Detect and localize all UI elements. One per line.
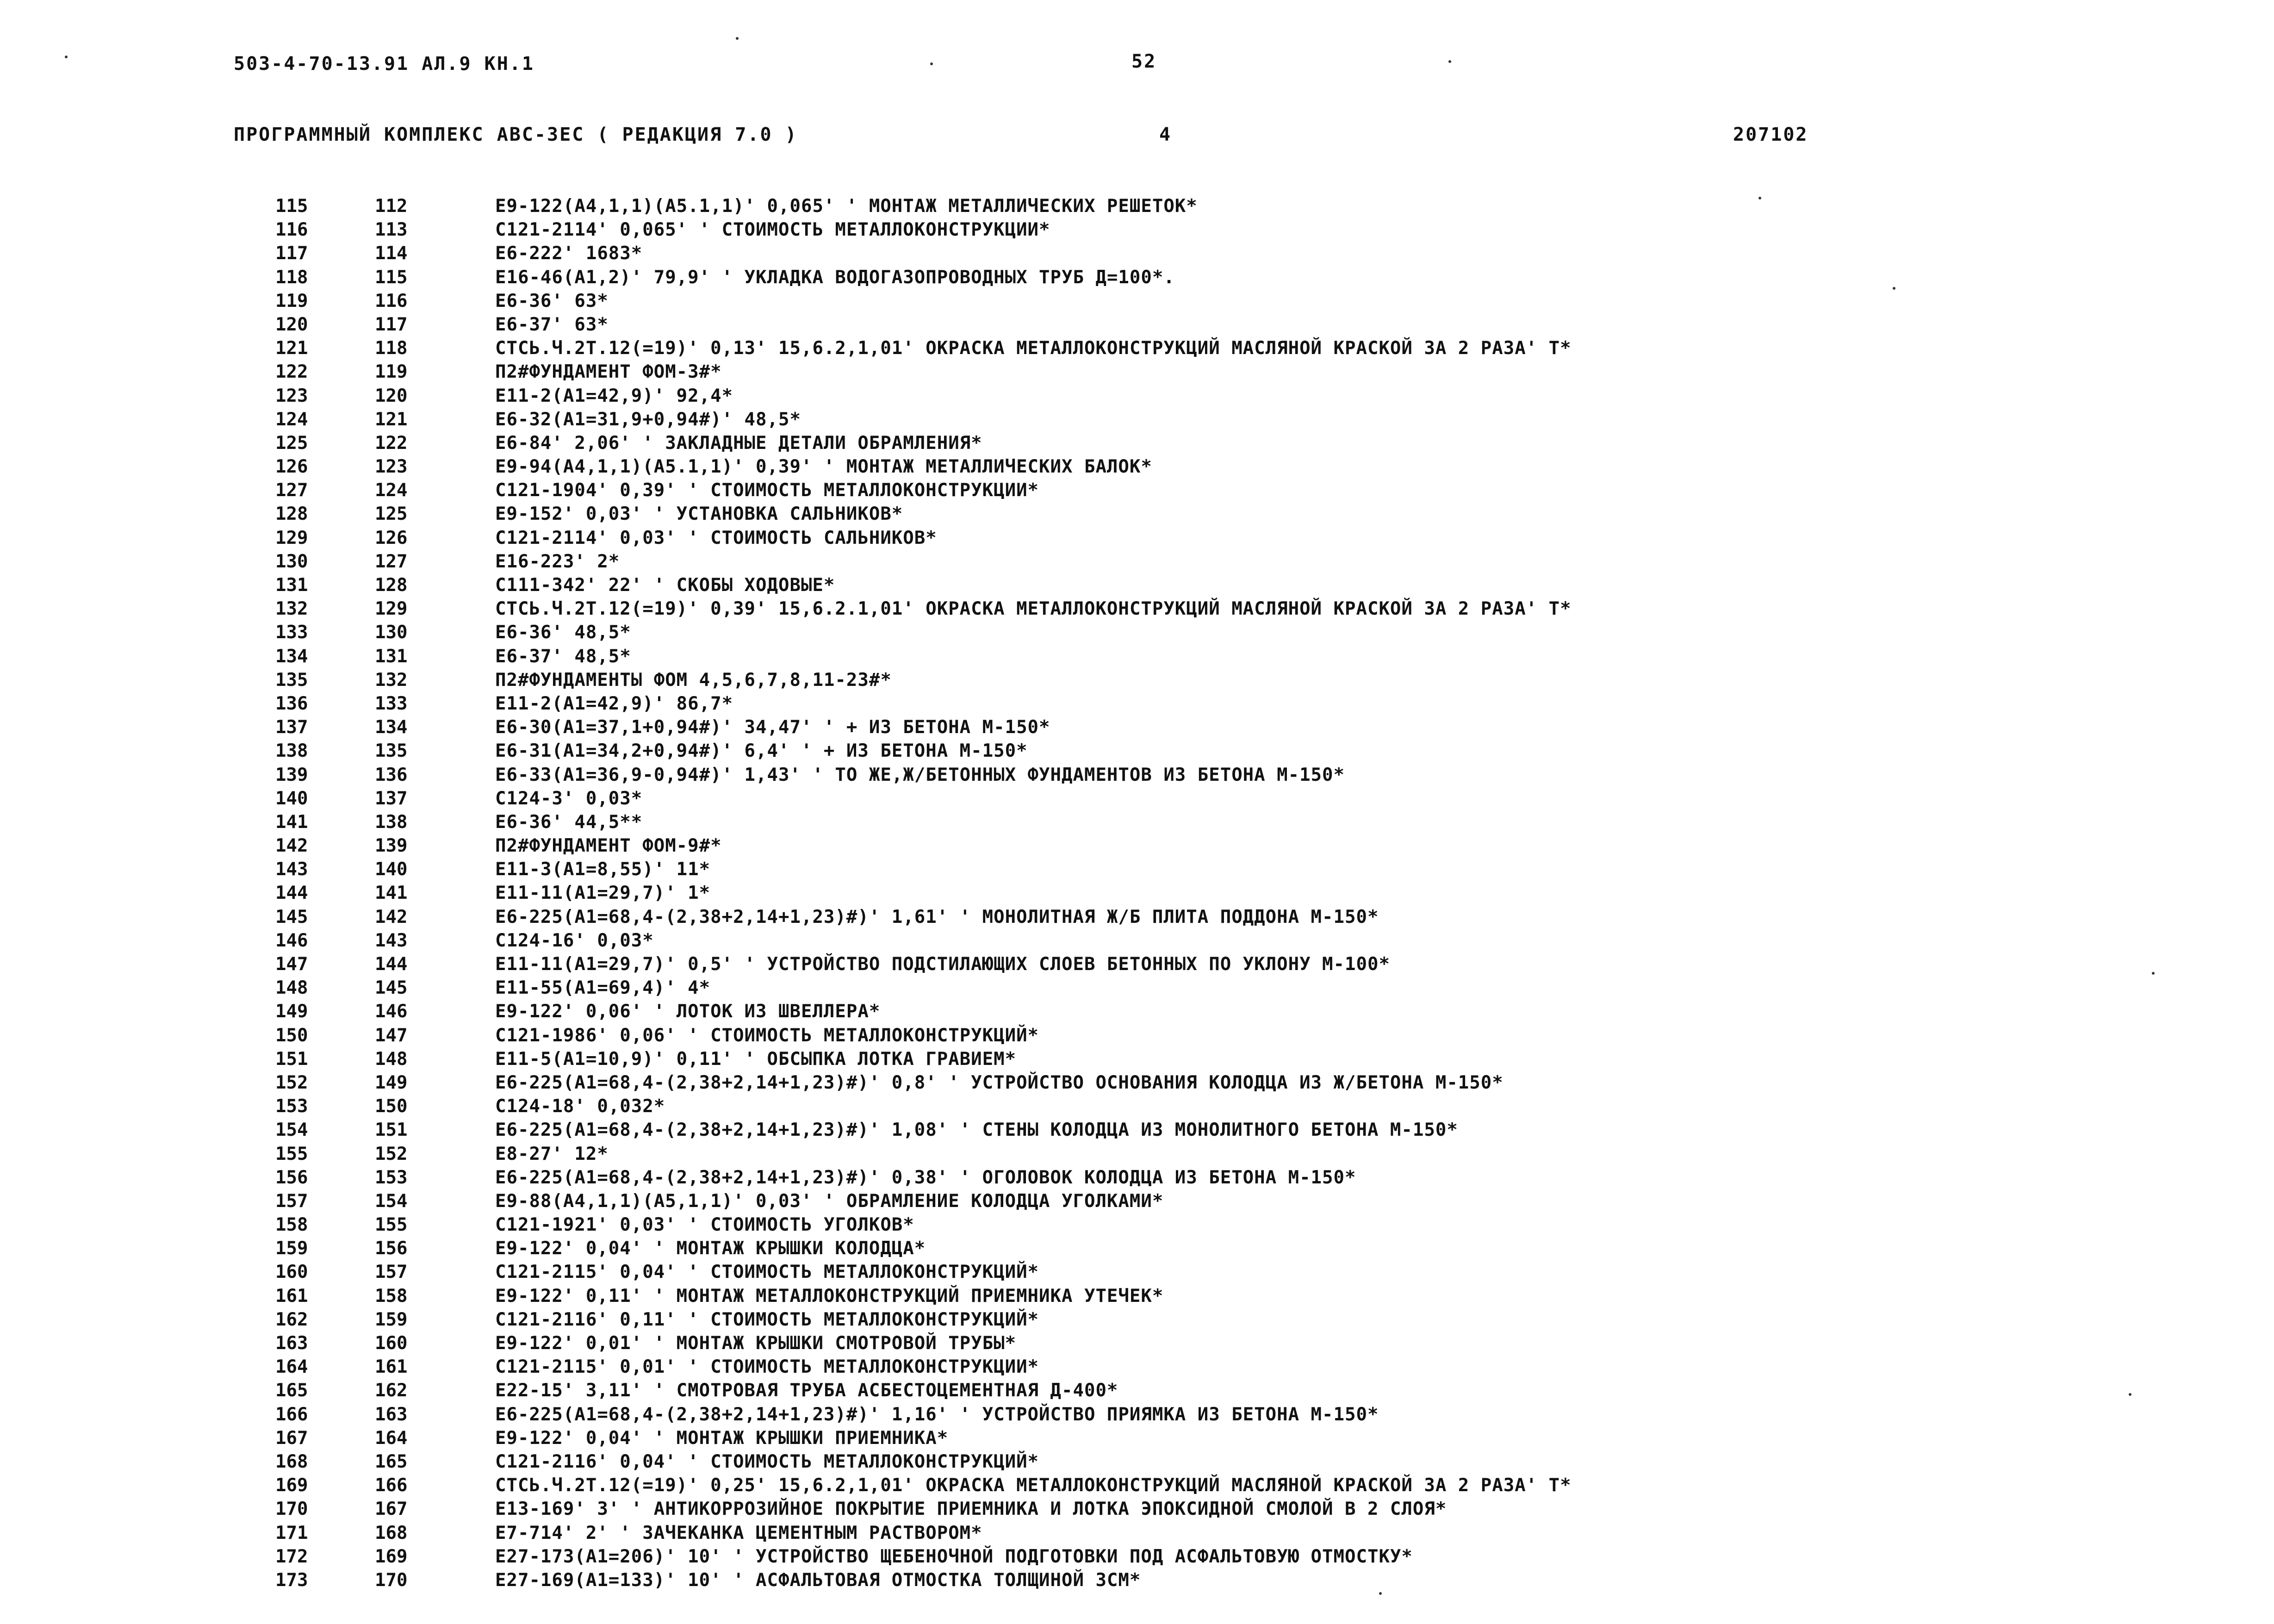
sequence-number: 131	[375, 646, 408, 667]
estimate-line-text: Е9-88(А4,1,1)(А5,1,1)' 0,03' ' ОБРАМЛЕНИЕ КОЛОДЦА УГОЛКАМИ*	[495, 1190, 1164, 1212]
listing-row	[0, 526, 2274, 550]
line-number: 151	[275, 1048, 308, 1070]
estimate-line-text: Е11-2(А1=42,9)' 86,7*	[495, 693, 733, 714]
estimate-line-text: П2#ФУНДАМЕНТ ФОМ-9#*	[495, 835, 722, 857]
sequence-number: 159	[375, 1309, 408, 1330]
scan-speck	[2129, 1393, 2131, 1396]
scan-speck	[930, 62, 933, 65]
listing-row	[0, 1000, 2274, 1023]
estimate-line-text: С121-1921' 0,03' ' СТОИМОСТЬ УГОЛКОВ*	[495, 1214, 914, 1236]
line-number: 154	[275, 1120, 308, 1141]
line-number: 134	[275, 646, 308, 667]
listing-row	[0, 1332, 2274, 1355]
sequence-number: 148	[375, 1048, 408, 1070]
estimate-line-text: Е11-11(А1=29,7)' 0,5' ' УСТРОЙСТВО ПОДСТИЛАЮЩИХ СЛОЕВ БЕТОННЫХ ПО УКЛОНУ М-100*	[495, 954, 1390, 975]
line-number: 126	[275, 456, 308, 478]
sequence-number: 161	[375, 1356, 408, 1378]
listing-row	[0, 1355, 2274, 1379]
listing-row	[0, 1308, 2274, 1332]
line-number: 131	[275, 575, 308, 596]
sequence-number: 130	[375, 622, 408, 643]
sequence-number: 145	[375, 977, 408, 999]
program-title: ПРОГРАММНЫЙ КОМПЛЕКС АВС-3ЕС ( РЕДАКЦИЯ 7.0 )	[234, 124, 798, 145]
line-number: 170	[275, 1499, 308, 1520]
sequence-number: 128	[375, 575, 408, 596]
estimate-line-text: Е6-225(А1=68,4-(2,38+2,14+1,23)#)' 0,8' ' УСТРОЙСТВО ОСНОВАНИЯ КОЛОДЦА ИЗ Ж/БЕТОНА М-150*	[495, 1072, 1504, 1093]
sequence-number: 165	[375, 1451, 408, 1472]
estimate-line-text: Е6-37' 63*	[495, 314, 609, 335]
estimate-line-text: С124-3' 0,03*	[495, 788, 643, 809]
estimate-line-text: Е27-169(А1=133)' 10' ' АСФАЛЬТОВАЯ ОТМОСТКА ТОЛЩИНОЙ 3СМ*	[495, 1569, 1141, 1591]
line-number: 148	[275, 977, 308, 999]
estimate-line-text: Е11-3(А1=8,55)' 11*	[495, 859, 711, 880]
line-number: 119	[275, 290, 308, 311]
sequence-number: 158	[375, 1285, 408, 1307]
listing-row	[0, 431, 2274, 455]
line-number: 128	[275, 504, 308, 525]
line-number: 153	[275, 1096, 308, 1117]
estimate-line-text: Е6-84' 2,06' ' ЗАКЛАДНЫЕ ДЕТАЛИ ОБРАМЛЕНИЯ*	[495, 432, 982, 454]
listing-row	[0, 810, 2274, 834]
estimate-line-text: С111-342' 22' ' СКОБЫ ХОДОВЫЕ*	[495, 575, 835, 596]
estimate-line-text: Е6-225(А1=68,4-(2,38+2,14+1,23)#)' 0,38' ' ОГОЛОВОК КОЛОДЦА ИЗ БЕТОНА М-150*	[495, 1167, 1356, 1188]
listing-row	[0, 645, 2274, 668]
sequence-number: 113	[375, 219, 408, 241]
listing-row	[0, 336, 2274, 360]
line-number: 133	[275, 622, 308, 643]
estimate-line-text: Е9-122' 0,01' ' МОНТАЖ КРЫШКИ СМОТРОВОЙ ТРУБЫ*	[495, 1333, 1017, 1354]
estimate-line-text: С124-18' 0,032*	[495, 1096, 665, 1117]
sequence-number: 127	[375, 551, 408, 572]
sequence-number: 164	[375, 1427, 408, 1449]
line-number: 161	[275, 1285, 308, 1307]
estimate-line-text: Е27-173(А1=206)' 10' ' УСТРОЙСТВО ЩЕБЕНОЧНОЙ ПОДГОТОВКИ ПОД АСФАЛЬТОВУЮ ОТМОСТКУ*	[495, 1546, 1413, 1567]
line-number: 135	[275, 669, 308, 691]
line-number: 116	[275, 219, 308, 241]
sequence-number: 170	[375, 1569, 408, 1591]
line-number: 157	[275, 1190, 308, 1212]
listing-row	[0, 502, 2274, 526]
listing-row	[0, 1545, 2274, 1568]
estimate-line-text: Е6-222' 1683*	[495, 243, 643, 264]
line-number: 129	[275, 527, 308, 548]
scan-speck	[2152, 972, 2155, 975]
listing-row	[0, 266, 2274, 289]
sequence-number: 134	[375, 717, 408, 738]
sequence-number: 163	[375, 1404, 408, 1425]
listing-row	[0, 692, 2274, 716]
sequence-number: 152	[375, 1143, 408, 1164]
listing-row	[0, 739, 2274, 763]
scan-speck	[1448, 60, 1451, 63]
sequence-number: 116	[375, 290, 408, 311]
line-number: 141	[275, 811, 308, 833]
line-number: 138	[275, 740, 308, 762]
estimate-line-text: Е9-122' 0,06' ' ЛОТОК ИЗ ШВЕЛЛЕРА*	[495, 1001, 881, 1022]
estimate-line-text: Е6-32(А1=31,9+0,94#)' 48,5*	[495, 409, 801, 430]
sequence-number: 144	[375, 954, 408, 975]
estimate-line-text: Е6-30(А1=37,1+0,94#)' 34,47' ' + ИЗ БЕТОНА М-150*	[495, 717, 1050, 738]
sequence-number: 142	[375, 906, 408, 927]
estimate-line-text: П2#ФУНДАМЕНТЫ ФОМ 4,5,6,7,8,11-23#*	[495, 669, 892, 691]
sequence-number: 147	[375, 1025, 408, 1046]
sequence-number: 138	[375, 811, 408, 833]
sequence-number: 153	[375, 1167, 408, 1188]
estimate-line-text: С121-1986' 0,06' ' СТОИМОСТЬ МЕТАЛЛОКОНСТРУКЦИЙ*	[495, 1025, 1039, 1046]
line-number: 146	[275, 930, 308, 951]
estimate-line-text: Е22-15' 3,11' ' СМОТРОВАЯ ТРУБА АСБЕСТОЦЕМЕНТНАЯ Д-400*	[495, 1380, 1118, 1401]
line-number: 152	[275, 1072, 308, 1093]
line-number: 168	[275, 1451, 308, 1472]
sequence-number: 168	[375, 1522, 408, 1543]
line-number: 125	[275, 432, 308, 454]
line-number: 164	[275, 1356, 308, 1378]
listing-row	[0, 1047, 2274, 1071]
sequence-number: 133	[375, 693, 408, 714]
estimate-line-text: Е9-94(А4,1,1)(А5.1,1)' 0,39' ' МОНТАЖ МЕТАЛЛИЧЕСКИХ БАЛОК*	[495, 456, 1152, 478]
listing-row	[0, 929, 2274, 952]
sequence-number: 141	[375, 883, 408, 904]
document-id: 207102	[1733, 124, 1808, 145]
listing-row	[0, 905, 2274, 929]
line-number: 144	[275, 883, 308, 904]
sequence-number: 125	[375, 504, 408, 525]
listing-row	[0, 597, 2274, 621]
estimate-line-text: Е6-225(А1=68,4-(2,38+2,14+1,23)#)' 1,08' ' СТЕНЫ КОЛОДЦА ИЗ МОНОЛИТНОГО БЕТОНА М-150*	[495, 1120, 1458, 1141]
estimate-line-text: СТСЬ.Ч.2Т.12(=19)' 0,39' 15,6.2.1,01' ОКРАСКА МЕТАЛЛОКОНСТРУКЦИЙ МАСЛЯНОЙ КРАСКОЙ ЗА 2 РАЗА' Т*	[495, 598, 1572, 620]
sequence-number: 119	[375, 361, 408, 383]
estimate-line-text: Е6-37' 48,5*	[495, 646, 631, 667]
sequence-number: 118	[375, 338, 408, 359]
estimate-line-text: Е9-122(А4,1,1)(А5.1,1)' 0,065' ' МОНТАЖ МЕТАЛЛИЧЕСКИХ РЕШЕТОК*	[495, 196, 1198, 217]
estimate-line-text: Е11-2(А1=42,9)' 92,4*	[495, 385, 733, 406]
listing-row	[0, 1497, 2274, 1521]
sequence-number: 154	[375, 1190, 408, 1212]
line-number: 167	[275, 1427, 308, 1449]
line-number: 162	[275, 1309, 308, 1330]
estimate-line-text: С121-2115' 0,01' ' СТОИМОСТЬ МЕТАЛЛОКОНСТРУКЦИИ*	[495, 1356, 1039, 1378]
sequence-number: 162	[375, 1380, 408, 1401]
listing-row	[0, 550, 2274, 573]
line-number: 169	[275, 1475, 308, 1496]
listing-row	[0, 1213, 2274, 1237]
sequence-number: 156	[375, 1238, 408, 1259]
line-number: 132	[275, 598, 308, 620]
estimate-line-text: СТСЬ.Ч.2Т.12(=19)' 0,13' 15,6.2,1,01' ОКРАСКА МЕТАЛЛОКОНСТРУКЦИЙ МАСЛЯНОЙ КРАСКОЙ ЗА 2 РАЗА' Т*	[495, 338, 1572, 359]
estimate-line-text: Е9-152' 0,03' ' УСТАНОВКА САЛЬНИКОВ*	[495, 504, 903, 525]
estimate-line-text: Е9-122' 0,04' ' МОНТАЖ КРЫШКИ ПРИЕМНИКА*	[495, 1427, 949, 1449]
listing-row	[0, 1166, 2274, 1189]
listing-row	[0, 1450, 2274, 1474]
line-number: 123	[275, 385, 308, 406]
sequence-number: 126	[375, 527, 408, 548]
line-number: 137	[275, 717, 308, 738]
line-number: 145	[275, 906, 308, 927]
listing-row	[0, 881, 2274, 905]
line-number: 166	[275, 1404, 308, 1425]
sequence-number: 114	[375, 243, 408, 264]
sequence-number: 160	[375, 1333, 408, 1354]
sequence-number: 129	[375, 598, 408, 620]
estimate-line-text: Е9-122' 0,04' ' МОНТАЖ КРЫШКИ КОЛОДЦА*	[495, 1238, 926, 1259]
listing-row	[0, 1189, 2274, 1213]
line-number: 173	[275, 1569, 308, 1591]
line-number: 120	[275, 314, 308, 335]
line-number: 172	[275, 1546, 308, 1567]
estimate-line-text: С121-2116' 0,04' ' СТОИМОСТЬ МЕТАЛЛОКОНСТРУКЦИЙ*	[495, 1451, 1039, 1472]
program-listing	[0, 194, 2274, 1592]
sequence-number: 124	[375, 480, 408, 501]
line-number: 159	[275, 1238, 308, 1259]
estimate-line-text: С121-2116' 0,11' ' СТОИМОСТЬ МЕТАЛЛОКОНСТРУКЦИЙ*	[495, 1309, 1039, 1330]
sequence-number: 120	[375, 385, 408, 406]
line-number: 127	[275, 480, 308, 501]
line-number: 122	[275, 361, 308, 383]
sequence-number: 139	[375, 835, 408, 857]
listing-row	[0, 976, 2274, 1000]
sheet-number: 4	[1159, 124, 1172, 145]
listing-row	[0, 1071, 2274, 1095]
sequence-number: 135	[375, 740, 408, 762]
listing-row	[0, 668, 2274, 692]
listing-row	[0, 621, 2274, 644]
listing-row	[0, 289, 2274, 313]
estimate-line-text: С121-2115' 0,04' ' СТОИМОСТЬ МЕТАЛЛОКОНСТРУКЦИЙ*	[495, 1262, 1039, 1283]
line-number: 118	[275, 267, 308, 288]
listing-row	[0, 218, 2274, 242]
listing-row	[0, 360, 2274, 384]
listing-row	[0, 313, 2274, 336]
sequence-number: 166	[375, 1475, 408, 1496]
listing-row	[0, 1237, 2274, 1260]
listing-row	[0, 242, 2274, 265]
estimate-line-text: СТСЬ.Ч.2Т.12(=19)' 0,25' 15,6.2,1,01' ОКРАСКА МЕТАЛЛОКОНСТРУКЦИЙ МАСЛЯНОЙ КРАСКОЙ ЗА 2 РАЗА' Т*	[495, 1475, 1572, 1496]
line-number: 121	[275, 338, 308, 359]
sequence-number: 157	[375, 1262, 408, 1283]
estimate-line-text: С124-16' 0,03*	[495, 930, 654, 951]
line-number: 140	[275, 788, 308, 809]
line-number: 117	[275, 243, 308, 264]
listing-row	[0, 1474, 2274, 1497]
listing-row	[0, 834, 2274, 858]
listing-row	[0, 479, 2274, 502]
sequence-number: 155	[375, 1214, 408, 1236]
estimate-line-text: Е8-27' 12*	[495, 1143, 609, 1164]
listing-row	[0, 952, 2274, 976]
sequence-number: 149	[375, 1072, 408, 1093]
listing-row	[0, 384, 2274, 408]
listing-row	[0, 716, 2274, 739]
sequence-number: 117	[375, 314, 408, 335]
estimate-line-text: Е16-223' 2*	[495, 551, 620, 572]
scan-speck	[1893, 287, 1895, 290]
listing-row	[0, 1521, 2274, 1545]
estimate-line-text: Е7-714' 2' ' ЗАЧЕКАНКА ЦЕМЕНТНЫМ РАСТВОРОМ*	[495, 1522, 982, 1543]
listing-row	[0, 763, 2274, 787]
listing-row	[0, 787, 2274, 810]
listing-row	[0, 1260, 2274, 1284]
scan-speck	[1758, 197, 1761, 199]
sequence-number: 115	[375, 267, 408, 288]
page-number: 52	[1131, 51, 1157, 72]
line-number: 156	[275, 1167, 308, 1188]
listing-row	[0, 408, 2274, 431]
line-number: 115	[275, 196, 308, 217]
estimate-line-text: Е6-36' 44,5**	[495, 811, 643, 833]
estimate-line-text: Е6-36' 48,5*	[495, 622, 631, 643]
line-number: 147	[275, 954, 308, 975]
estimate-line-text: Е6-31(А1=34,2+0,94#)' 6,4' ' + ИЗ БЕТОНА М-150*	[495, 740, 1028, 762]
listing-row	[0, 1284, 2274, 1308]
estimate-line-text: С121-1904' 0,39' ' СТОИМОСТЬ МЕТАЛЛОКОНСТРУКЦИИ*	[495, 480, 1039, 501]
line-number: 171	[275, 1522, 308, 1543]
sequence-number: 121	[375, 409, 408, 430]
line-number: 158	[275, 1214, 308, 1236]
listing-row	[0, 1142, 2274, 1166]
estimate-line-text: Е6-225(А1=68,4-(2,38+2,14+1,23)#)' 1,16' ' УСТРОЙСТВО ПРИЯМКА ИЗ БЕТОНА М-150*	[495, 1404, 1379, 1425]
estimate-line-text: Е11-55(А1=69,4)' 4*	[495, 977, 711, 999]
sequence-number: 146	[375, 1001, 408, 1022]
listing-row	[0, 1426, 2274, 1450]
sequence-number: 132	[375, 669, 408, 691]
estimate-line-text: Е6-33(А1=36,9-0,94#)' 1,43' ' ТО ЖЕ,Ж/БЕТОННЫХ ФУНДАМЕНТОВ ИЗ БЕТОНА М-150*	[495, 764, 1345, 785]
line-number: 163	[275, 1333, 308, 1354]
sequence-number: 167	[375, 1499, 408, 1520]
estimate-line-text: Е6-225(А1=68,4-(2,38+2,14+1,23)#)' 1,61' ' МОНОЛИТНАЯ Ж/Б ПЛИТА ПОДДОНА М-150*	[495, 906, 1379, 927]
sequence-number: 136	[375, 764, 408, 785]
sequence-number: 151	[375, 1120, 408, 1141]
line-number: 136	[275, 693, 308, 714]
scan-speck	[1379, 1592, 1382, 1595]
estimate-line-text: Е9-122' 0,11' ' МОНТАЖ МЕТАЛЛОКОНСТРУКЦИЙ ПРИЕМНИКА УТЕЧЕК*	[495, 1285, 1164, 1307]
scan-speck	[736, 37, 739, 40]
sequence-number: 169	[375, 1546, 408, 1567]
document-code: 503-4-70-13.91 АЛ.9 КН.1	[234, 53, 534, 75]
estimate-line-text: Е13-169' 3' ' АНТИКОРРОЗИЙНОЕ ПОКРЫТИЕ ПРИЕМНИКА И ЛОТКА ЭПОКСИДНОЙ СМОЛОЙ В 2 СЛОЯ*	[495, 1499, 1447, 1520]
line-number: 124	[275, 409, 308, 430]
scan-speck	[65, 56, 68, 58]
estimate-line-text: П2#ФУНДАМЕНТ ФОМ-3#*	[495, 361, 722, 383]
listing-row	[0, 573, 2274, 597]
listing-row	[0, 1095, 2274, 1118]
line-number: 160	[275, 1262, 308, 1283]
line-number: 150	[275, 1025, 308, 1046]
line-number: 149	[275, 1001, 308, 1022]
estimate-line-text: С121-2114' 0,065' ' СТОИМОСТЬ МЕТАЛЛОКОНСТРУКЦИИ*	[495, 219, 1050, 241]
line-number: 139	[275, 764, 308, 785]
estimate-line-text: Е16-46(А1,2)' 79,9' ' УКЛАДКА ВОДОГАЗОПРОВОДНЫХ ТРУБ Д=100*.	[495, 267, 1175, 288]
listing-row	[0, 1403, 2274, 1426]
listing-row	[0, 858, 2274, 881]
sequence-number: 112	[375, 196, 408, 217]
sequence-number: 143	[375, 930, 408, 951]
sequence-number: 137	[375, 788, 408, 809]
listing-row	[0, 1568, 2274, 1592]
line-number: 165	[275, 1380, 308, 1401]
sequence-number: 150	[375, 1096, 408, 1117]
estimate-line-text: Е11-5(А1=10,9)' 0,11' ' ОБСЫПКА ЛОТКА ГРАВИЕМ*	[495, 1048, 1017, 1070]
estimate-line-text: Е6-36' 63*	[495, 290, 609, 311]
listing-row	[0, 1024, 2274, 1047]
sequence-number: 140	[375, 859, 408, 880]
listing-row	[0, 1379, 2274, 1402]
estimate-line-text: Е11-11(А1=29,7)' 1*	[495, 883, 711, 904]
line-number: 142	[275, 835, 308, 857]
listing-row	[0, 194, 2274, 218]
line-number: 155	[275, 1143, 308, 1164]
listing-row	[0, 455, 2274, 479]
sequence-number: 123	[375, 456, 408, 478]
line-number: 130	[275, 551, 308, 572]
line-number: 143	[275, 859, 308, 880]
estimate-line-text: С121-2114' 0,03' ' СТОИМОСТЬ САЛЬНИКОВ*	[495, 527, 937, 548]
listing-row	[0, 1118, 2274, 1142]
sequence-number: 122	[375, 432, 408, 454]
